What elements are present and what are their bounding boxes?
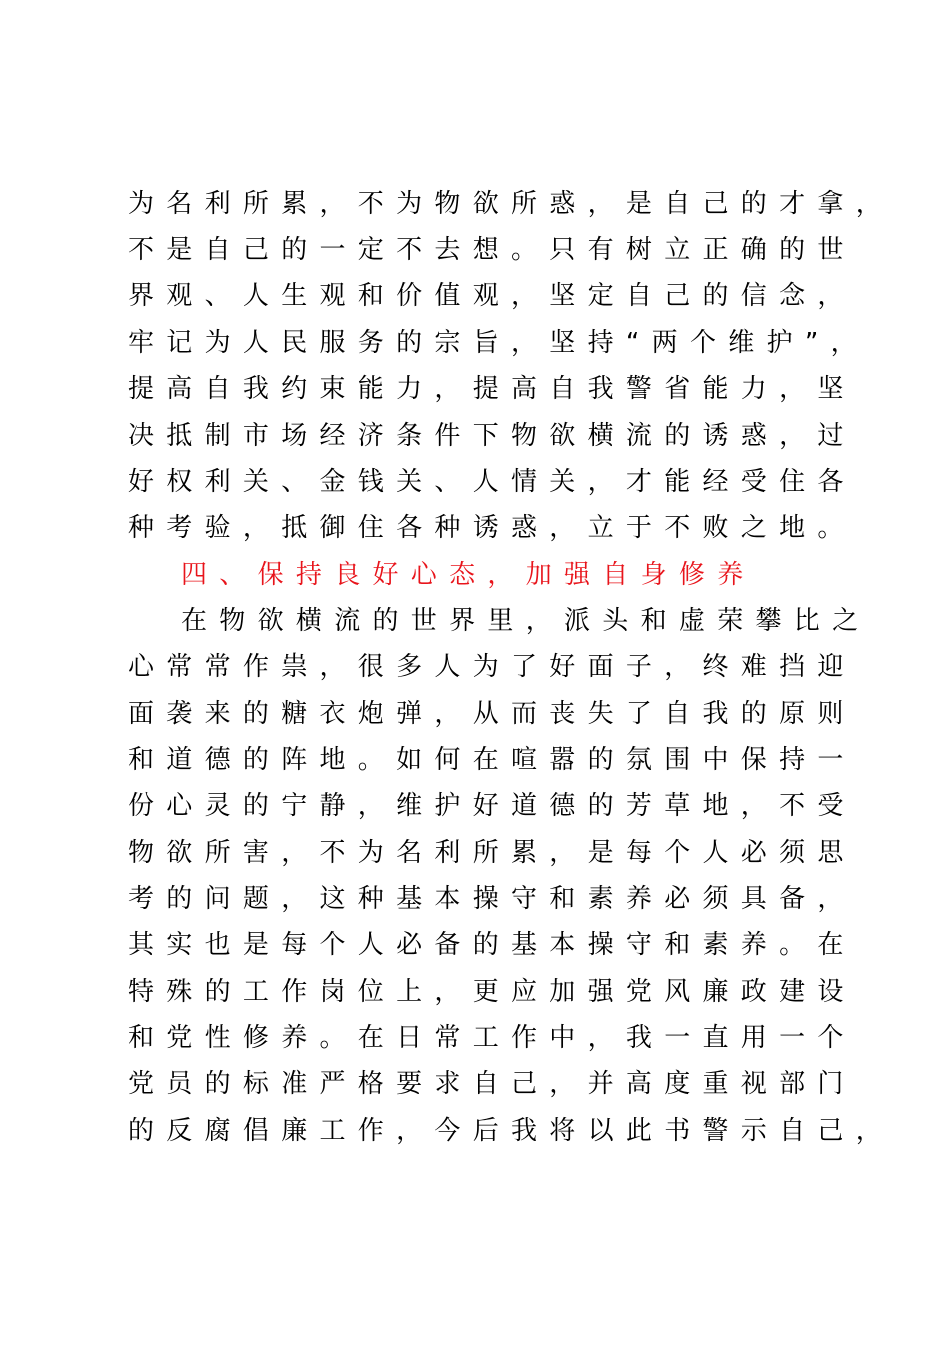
paragraph-line: 份心灵的宁静，维护好道德的芳草地，不受 — [128, 791, 856, 821]
paragraph-line: 和道德的阵地。如何在喧嚣的氛围中保持一 — [128, 745, 856, 775]
paragraph-line: 决抵制市场经济条件下物欲横流的诱惑，过 — [128, 421, 856, 451]
paragraph-line: 面袭来的糖衣炮弹，从而丧失了自我的原则 — [128, 699, 856, 729]
paragraph-line: 物欲所害，不为名利所累，是每个人必须思 — [128, 838, 856, 868]
paragraph-line: 界观、人生观和价值观，坚定自己的信念， — [128, 281, 856, 311]
paragraph-line: 考的问题，这种基本操守和素养必须具备， — [128, 884, 856, 914]
paragraph-line: 党员的标准严格要求自己，并高度重视部门 — [128, 1069, 856, 1099]
paragraph-line: 的反腐倡廉工作，今后我将以此书警示自己， — [128, 1116, 895, 1146]
paragraph-line: 为名利所累，不为物欲所惑，是自己的才拿， — [128, 189, 895, 219]
paragraph-line: 其实也是每个人必备的基本操守和素养。在 — [128, 930, 856, 960]
paragraph-line: 不是自己的一定不去想。只有树立正确的世 — [128, 235, 856, 265]
paragraph-first-line: 在物欲横流的世界里，派头和虚荣攀比之 — [181, 606, 871, 636]
section-heading: 四、保持良好心态，加强自身修养 — [181, 560, 756, 590]
paragraph-line: 提高自我约束能力，提高自我警省能力，坚 — [128, 374, 856, 404]
paragraph-line: 和党性修养。在日常工作中，我一直用一个 — [128, 1023, 856, 1053]
paragraph-line: 牢记为人民服务的宗旨，坚持“两个维护”， — [128, 328, 869, 358]
paragraph-line: 好权利关、金钱关、人情关，才能经受住各 — [128, 467, 856, 497]
paragraph-line: 特殊的工作岗位上，更应加强党风廉政建设 — [128, 977, 856, 1007]
paragraph-line: 心常常作祟，很多人为了好面子，终难挡迎 — [128, 652, 856, 682]
paragraph-line: 种考验，抵御住各种诱惑，立于不败之地。 — [128, 513, 856, 543]
